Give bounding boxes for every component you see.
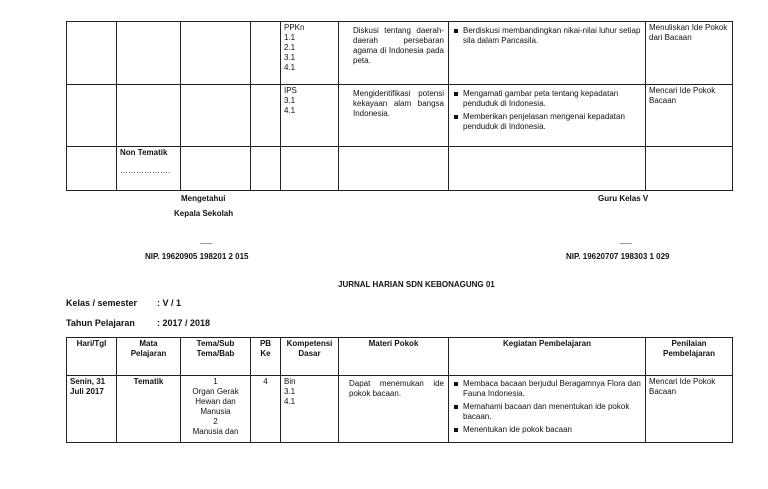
- table-row: [67, 147, 733, 191]
- pb-cell: 4: [251, 376, 281, 443]
- table-row: [67, 22, 733, 85]
- column-header-penilaian: Penilaian Pembelajaran: [646, 338, 733, 376]
- kelas-value: : V / 1: [157, 298, 182, 308]
- hari-cell: Senin, 31 Juli 2017: [67, 376, 117, 443]
- kegiatan-cell: [449, 22, 646, 85]
- tema-cell: 1 Organ Gerak Hewan dan Manusia 2 Manusia dan: [181, 376, 251, 443]
- table-header-row: [67, 338, 733, 376]
- signature-title-right: Guru Kelas V: [598, 194, 649, 203]
- materi-cell: Dapat menemukan ide pokok bacaan.: [339, 376, 449, 443]
- table-cell: [251, 22, 281, 85]
- signature-nip-right: NIP. 19620707 198303 1 029: [566, 252, 670, 261]
- penilaian-cell: Mencari Ide Pokok Bacaan: [646, 85, 733, 147]
- table-row: [67, 85, 733, 147]
- table-cell: [117, 22, 181, 85]
- page-title: JURNAL HARIAN SDN KEBONAGUNG 01: [338, 280, 495, 289]
- signature-mark-left: ……: [200, 240, 212, 246]
- penilaian-cell: Mencari Ide Pokok Bacaan: [646, 376, 733, 443]
- column-header-kegiatan: Kegiatan Pembelajaran: [449, 338, 646, 376]
- tahun-value: : 2017 / 2018: [157, 318, 211, 328]
- kegiatan-cell: [449, 376, 646, 443]
- table-cell: [181, 147, 251, 191]
- list-item: Berdiskusi membandingkan nikai-nilai luhur setiap sila dalam Pancasila.: [463, 26, 641, 45]
- kelas-label: Kelas / semester: [66, 298, 138, 308]
- kegiatan-list: [452, 379, 642, 435]
- list-item: Memahami bacaan dan menentukan ide pokok bacaan.: [463, 402, 642, 422]
- kegiatan-cell: [449, 85, 646, 147]
- table-cell: [339, 147, 449, 191]
- mapel-cell: Tematik: [117, 376, 181, 443]
- list-item: Membaca bacaan berjudul Beragamnya Flora dan Fauna Indonesia.: [463, 379, 641, 398]
- table-cell: [67, 85, 117, 147]
- tahun-label: Tahun Pelajaran: [66, 318, 135, 328]
- non-tematik-cell: [117, 147, 181, 191]
- kegiatan-list: [452, 26, 642, 46]
- kegiatan-list: [452, 89, 642, 132]
- table-cell: [281, 147, 339, 191]
- column-header-mapel: Mata Pelajaran: [117, 338, 181, 376]
- column-header-hari: Hari/Tgl: [67, 338, 117, 376]
- kd-cell: IPS 3.1 4.1: [281, 85, 339, 147]
- table-cell: [181, 22, 251, 85]
- signature-title-left: Kepala Sekolah: [174, 209, 234, 218]
- column-header-kd: Kompetensi Dasar: [281, 338, 339, 376]
- table-cell: [449, 147, 646, 191]
- column-header-materi: Materi Pokok: [339, 338, 449, 376]
- table-cell: [181, 85, 251, 147]
- table-cell: [251, 147, 281, 191]
- lesson-plan-table-continued: [66, 21, 733, 191]
- materi-cell: [339, 85, 449, 147]
- penilaian-cell: Menuliskan Ide Pokok dari Bacaan: [646, 22, 733, 85]
- table-cell: [251, 85, 281, 147]
- table-cell: [67, 147, 117, 191]
- column-header-tema: Tema/Sub Tema/Bab: [181, 338, 251, 376]
- non-tematik-label: Non Tematik: [120, 148, 168, 157]
- signature-mark-right: ……: [620, 240, 632, 246]
- table-row: [67, 376, 733, 443]
- materi-text: Diskusi tentang daerah-daerah persebaran agama di Indonesia pada peta.: [353, 26, 444, 65]
- list-item: Mengamati gambar peta tentang kepadatan penduduk di Indonesia.: [463, 89, 642, 109]
- dotted-placeholder: ……………….: [120, 166, 171, 175]
- signature-nip-left: NIP. 19620905 198201 2 015: [145, 252, 249, 261]
- list-item: Menentukan ide pokok bacaan: [463, 425, 642, 435]
- kd-cell: Bin 3.1 4.1: [281, 376, 339, 443]
- materi-cell: [339, 22, 449, 85]
- table-cell: [117, 85, 181, 147]
- table-cell: [67, 22, 117, 85]
- journal-table: [66, 337, 733, 443]
- materi-text: Mengidentifikasi potensi kekayaan alam bangsa Indonesia.: [353, 89, 444, 118]
- signature-heading-left: Mengetahui: [181, 194, 226, 203]
- table-cell: [646, 147, 733, 191]
- column-header-pb: PB Ke: [251, 338, 281, 376]
- list-item: Memberikan penjelasan mengenai kepadatan penduduk di Indonesia.: [463, 112, 642, 132]
- kd-cell: PPKn 1.1 2.1 3.1 4.1: [281, 22, 339, 85]
